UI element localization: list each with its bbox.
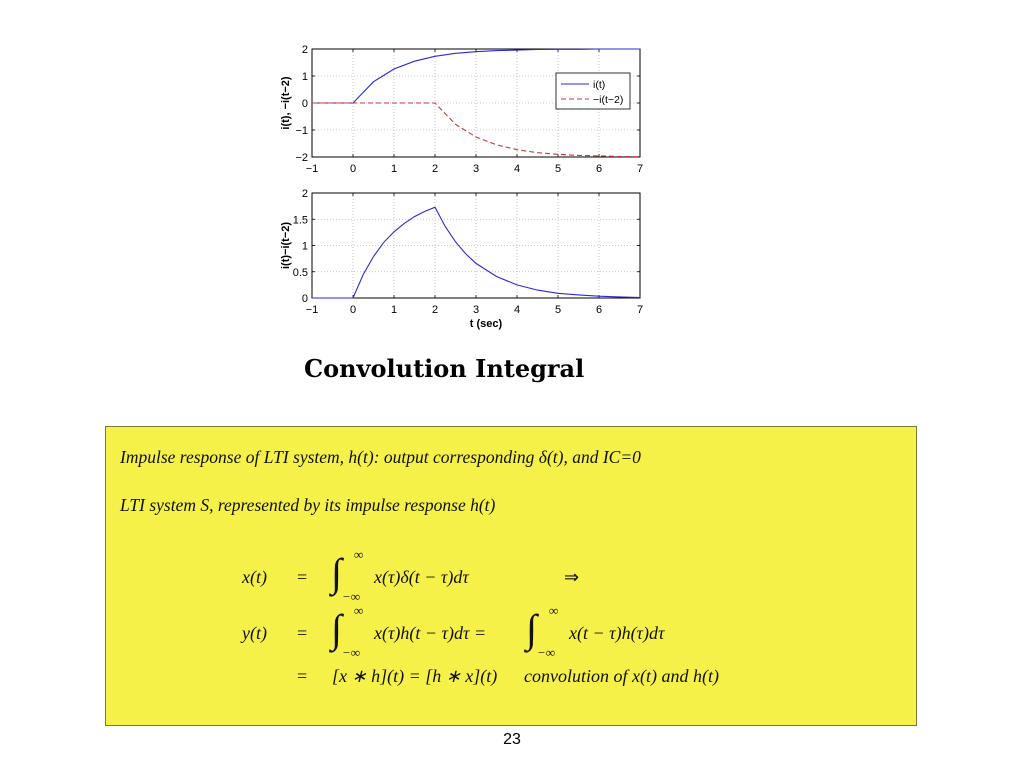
eq1-implies: ⇒ bbox=[564, 567, 580, 587]
eq1-rhs: x(τ)δ(t − τ)dτ bbox=[374, 567, 469, 587]
y-tick-label: 1 bbox=[301, 71, 308, 83]
eq2-equals: = bbox=[297, 623, 308, 643]
impulse-response-text: Impulse response of LTI system, h(t): output corresponding δ(t), and IC=0 bbox=[120, 447, 641, 467]
x-tick-label: 6 bbox=[595, 304, 603, 316]
eq1-lower-limit: −∞ bbox=[342, 589, 361, 604]
y-tick-label: −1 bbox=[295, 125, 308, 137]
plots-figure bbox=[0, 0, 1024, 345]
x-axis-label: t (sec) bbox=[469, 318, 503, 330]
legend-label: −i(t−2) bbox=[593, 94, 624, 106]
y-tick-label: 1.5 bbox=[292, 214, 308, 227]
legend-label: i(t) bbox=[593, 79, 606, 91]
eq1-equals: = bbox=[297, 567, 308, 587]
x-tick-label: 7 bbox=[636, 304, 644, 316]
lti-system-text: LTI system S, represented by its impulse response h(t) bbox=[120, 495, 496, 515]
x-tick-label: 4 bbox=[513, 163, 521, 175]
x-tick-label: 4 bbox=[513, 304, 521, 316]
y-tick-label: 0 bbox=[301, 293, 308, 305]
x-tick-label: 0 bbox=[349, 163, 357, 175]
x-tick-label: −1 bbox=[305, 163, 319, 175]
x-tick-label: 0 bbox=[349, 304, 357, 316]
eq2-integral-a: ∫ bbox=[331, 606, 342, 651]
eq2-lower-limit-a: −∞ bbox=[342, 645, 361, 660]
y-tick-label: 0.5 bbox=[292, 266, 308, 279]
x-tick-label: 5 bbox=[554, 163, 562, 175]
chart-1 bbox=[280, 44, 643, 175]
y-tick-label: 2 bbox=[301, 188, 308, 200]
x-tick-label: 1 bbox=[390, 163, 398, 175]
page-number: 23 bbox=[503, 731, 521, 748]
eq1-upper-limit: ∞ bbox=[354, 547, 364, 562]
x-tick-label: −1 bbox=[305, 304, 319, 316]
slide-title: Convolution Integral bbox=[304, 354, 585, 383]
y-axis-label: i(t), −i(t−2) bbox=[280, 76, 292, 130]
eq1-integral: ∫ bbox=[331, 550, 342, 595]
eq3-text: convolution of x(t) and h(t) bbox=[524, 666, 719, 686]
eq2-lower-limit-b: −∞ bbox=[537, 645, 556, 660]
eq2-lhs: y(t) bbox=[242, 623, 267, 643]
x-tick-label: 5 bbox=[554, 304, 562, 316]
y-tick-label: −2 bbox=[295, 152, 308, 164]
x-tick-label: 3 bbox=[472, 163, 480, 175]
y-tick-label: 2 bbox=[301, 44, 308, 56]
eq2-upper-limit-a: ∞ bbox=[354, 603, 364, 618]
y-tick-label: 0 bbox=[301, 98, 308, 110]
definition-box bbox=[105, 426, 917, 726]
eq3-equals: = bbox=[297, 666, 308, 686]
x-tick-label: 2 bbox=[431, 163, 439, 175]
eq2-rhs-a: x(τ)h(t − τ)dτ = bbox=[374, 623, 487, 643]
chart-2 bbox=[280, 188, 643, 330]
eq2-integral-b: ∫ bbox=[526, 606, 537, 651]
eq2-rhs-b: x(t − τ)h(τ)dτ bbox=[569, 623, 665, 643]
eq1-lhs: x(t) bbox=[242, 567, 267, 587]
x-tick-label: 1 bbox=[390, 304, 398, 316]
eq2-upper-limit-b: ∞ bbox=[549, 603, 559, 618]
y-axis-label: i(t)−i(t−2) bbox=[280, 221, 292, 270]
y-tick-label: 1 bbox=[301, 240, 308, 253]
x-tick-label: 3 bbox=[472, 304, 480, 316]
x-tick-label: 6 bbox=[595, 163, 603, 175]
eq3-rhs: [x ∗ h](t) = [h ∗ x](t) bbox=[332, 666, 498, 686]
x-tick-label: 7 bbox=[636, 163, 644, 175]
x-tick-label: 2 bbox=[431, 304, 439, 316]
